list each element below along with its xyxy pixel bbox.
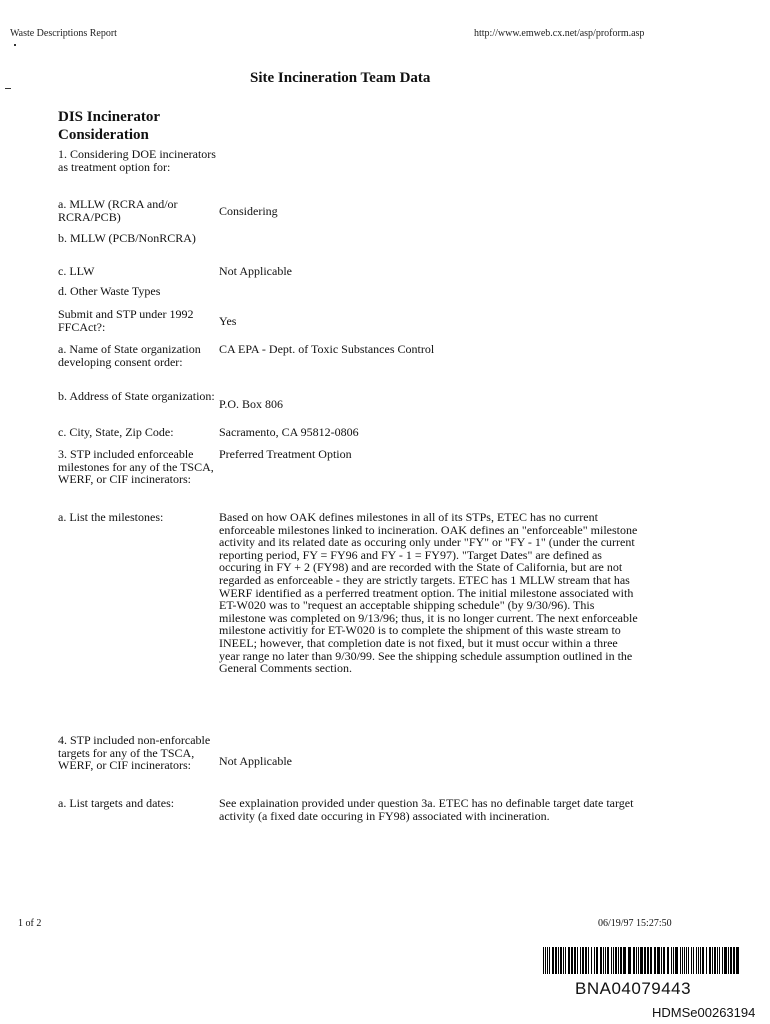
- question-1: 1. Considering DOE incinerators as treatment option for:: [58, 147, 216, 174]
- question-2a: a. Name of State organization developing consent order:: [58, 342, 201, 369]
- answer-4: Not Applicable: [219, 754, 292, 768]
- question-1b: b. MLLW (PCB/NonRCRA): [58, 231, 196, 245]
- report-header-left: Waste Descriptions Report: [10, 28, 117, 39]
- page-number: 1 of 2: [18, 918, 42, 929]
- barcode-image: [543, 947, 740, 974]
- question-1a: a. MLLW (RCRA and/or RCRA/PCB): [58, 197, 178, 224]
- question-3: 3. STP included enforceable milestones for any of the TSCA, WERF, or CIF incinerators:: [58, 447, 214, 486]
- answer-3: Preferred Treatment Option: [219, 447, 352, 461]
- print-timestamp: 06/19/97 15:27:50: [598, 918, 672, 929]
- question-1c: c. LLW: [58, 264, 95, 278]
- scan-speck: [5, 88, 11, 89]
- answer-2: Yes: [219, 314, 237, 328]
- section-title: DIS Incinerator Consideration: [58, 109, 160, 143]
- question-2: Submit and STP under 1992 FFCAct?:: [58, 307, 194, 334]
- answer-3a: Based on how OAK defines milestones in all of its STPs, ETEC has no current enforceable milestones linked to incineration. OAK defines an "enforceable" milestone activity and its related date as occuring only under "FY" or "FY - 1" (under the current reporting period, FY = FY96 and FY - 1 = FY97). "Target Dates" are defined as occuring in FY + 2 (FY98) and are recorded with the State of California, but are not regarded as enforceable - they are strictly targets. ETEC has 1 MLLW stream that has WERF identified as a perferred treatment option. The initial milestone associated with ET-W020 was to "request an acceptable shipping schedule" (by 9/30/96). This milestone was completed on 9/13/96; thus, it is no longer current. The next enforceable milestone activitiy for ET-W020 is to complete the shipment of this waste stream to INEEL; however, that completion date is not fixed, but it must occur within a three year range no later than 9/30/99. See the shipping schedule assumption outlined in the General Comments section.: [219, 510, 638, 676]
- document-id: HDMSe00263194: [652, 1005, 756, 1020]
- answer-4a: See explaination provided under question 3a. ETEC has no definable target date target activity (a fixed date occuring in FY98) associated with incineration.: [219, 796, 634, 823]
- question-4: 4. STP included non-enforcable targets for any of the TSCA, WERF, or CIF incinerators:: [58, 733, 211, 772]
- question-4a: a. List targets and dates:: [58, 796, 175, 810]
- answer-2c: Sacramento, CA 95812-0806: [219, 425, 359, 439]
- question-2b: b. Address of State organization:: [58, 389, 215, 403]
- answer-2a: CA EPA - Dept. of Toxic Substances Control: [219, 342, 435, 356]
- question-1d: d. Other Waste Types: [58, 284, 161, 298]
- bates-number: BNA04079443: [575, 979, 692, 998]
- answer-1a: Considering: [219, 204, 278, 218]
- page-title: Site Incineration Team Data: [250, 70, 431, 86]
- report-header-url: http://www.emweb.cx.net/asp/proform.asp: [474, 28, 645, 39]
- question-2c: c. City, State, Zip Code:: [58, 425, 174, 439]
- question-3a: a. List the milestones:: [58, 510, 164, 524]
- answer-1c: Not Applicable: [219, 264, 292, 278]
- answer-2b: P.O. Box 806: [219, 397, 284, 411]
- scan-speck: [14, 44, 16, 46]
